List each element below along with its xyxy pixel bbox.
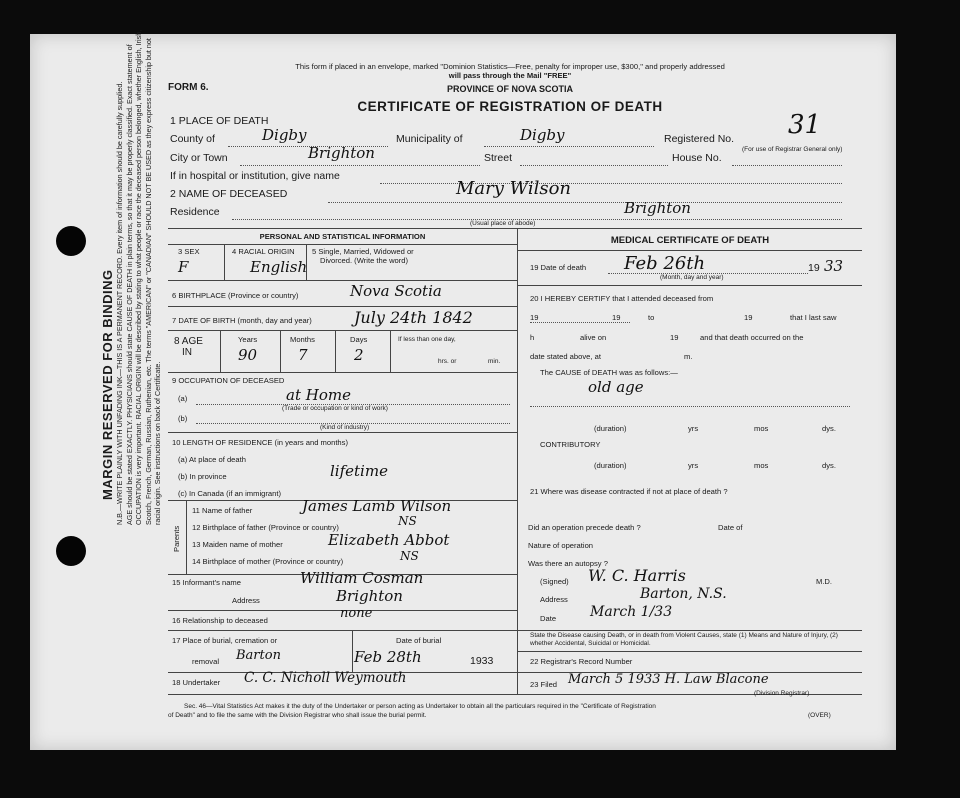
yrs-2: yrs [688, 461, 699, 470]
grid-line [168, 244, 517, 245]
birthplace-label: 6 BIRTHPLACE (Province or country) [172, 291, 299, 300]
registered-sub: (For use of Registrar General only) [742, 146, 843, 153]
grid-line [168, 372, 517, 373]
informant-value: William Cosman [300, 569, 424, 587]
mother-bp-label: 14 Birthplace of mother (Province or country) [192, 557, 344, 566]
age-in-label: IN [182, 347, 192, 358]
sec46-text: Sec. 46—Vital Statistics Act makes it the duty of the Undertaker or person acting as Undertaker to obtain all the particulars required in the "Certificate of Registration [184, 703, 656, 710]
certify-19a-year: 19 [612, 313, 621, 322]
burial-date-label: Date of burial [396, 636, 442, 645]
date-above-m: m. [684, 352, 693, 361]
grid-line [168, 432, 517, 433]
sig-date-value: March 1/33 [590, 604, 673, 620]
signed-label: (Signed) [540, 577, 569, 586]
city-label: City or Town [170, 152, 228, 164]
deceased-name-line [328, 202, 842, 203]
occupation-label: 9 OCCUPATION OF DECEASED [172, 376, 285, 385]
medical-heading: MEDICAL CERTIFICATE OF DEATH [610, 235, 770, 246]
parents-label: Parents [172, 525, 181, 552]
grid-line [335, 330, 336, 372]
page-title: CERTIFICATE OF REGISTRATION OF DEATH [357, 99, 663, 114]
date-above: date stated above, at [530, 352, 601, 361]
sig-date-label: Date [540, 614, 557, 623]
dys-1: dys. [822, 424, 836, 433]
birthplace-value: Nova Scotia [350, 282, 442, 300]
grid-line [517, 250, 862, 251]
dys-2: dys. [822, 461, 836, 470]
sec46-text-2: of Death" and to file the same with the Division Registrar who shall issue the burial permit. [168, 712, 427, 719]
md-label: M.D. [816, 577, 833, 586]
date-of-death-sub: (Month, day and year) [660, 274, 724, 281]
days-value: 2 [354, 346, 364, 364]
province-title: PROVINCE OF NOVA SCOTIA [446, 84, 573, 94]
dob-value: July 24th 1842 [354, 308, 473, 327]
relationship-label: 16 Relationship to deceased [172, 616, 268, 625]
father-label: 11 Name of father [192, 506, 253, 515]
date-of-death-value: Feb 26th [624, 253, 706, 274]
days-label: Days [350, 335, 368, 344]
registered-no-value: 31 [788, 110, 822, 140]
res-a: (a) At place of death [178, 455, 246, 464]
signed-value: W. C. Harris [588, 566, 686, 585]
yrs-1: yrs [688, 424, 699, 433]
burial-label-1: 17 Place of burial, cremation or [172, 636, 278, 645]
burial-label-2: removal [192, 657, 220, 666]
informant-label: 15 Informant's name [172, 578, 241, 587]
binder-hole-bottom [56, 536, 86, 566]
certify-last: that I last saw [790, 313, 837, 322]
burial-date-value: Feb 28th [354, 648, 422, 666]
certify-label: 20 I HEREBY CERTIFY that I attended deceased from [530, 294, 714, 303]
mother-label: 13 Maiden name of mother [192, 540, 283, 549]
cause-line-1 [530, 406, 850, 407]
mother-bp-value: NS [400, 549, 419, 563]
instructions-text: N.B.—WRITE PLAINLY WITH UNFADING INK—THIS IS A PERMANENT RECORD. Every item of information should be carefully supplied. AGE should be stated EXACTLY. PHYSICIANS should state CAUSE OF DEATH in plain terms, so that it may be properly classified. Exact statement of OCCUPATION is very important. RACIAL ORIGIN will be described by stating to what people or race the deceased person belonged, whether English, Irish, Scotch, French, German, Russian, Ruthenian, etc. The terms "AMERICAN" or "CANADIAN" SHOULD NOT BE USED as they express citizenship but not racial origin. See instructions on back of Certificate. [115, 29, 162, 525]
alive-h: h [530, 333, 535, 342]
doctor-address-label: Address [540, 595, 568, 604]
relationship-value: none [340, 606, 373, 621]
grid-line [280, 330, 281, 372]
grid-line [168, 280, 517, 281]
municipality-line [484, 146, 654, 147]
disease-note: State the Disease causing Death, or in death from Violent Causes, state (1) Means and Nature of Injury, (2) whether Accidental, Suicidal or Homicidal. [530, 632, 838, 647]
registered-label: Registered No. [664, 133, 735, 145]
hospital-line [380, 183, 842, 184]
years-label: Years [238, 335, 258, 344]
city-line [240, 165, 480, 166]
mos-2: mos [754, 461, 769, 470]
residence-sub: (Usual place of abode) [470, 220, 536, 227]
grid-line [390, 330, 391, 372]
grid-line [224, 244, 225, 280]
operation-label: Did an operation precede death ? [528, 523, 641, 532]
alive-19: 19 [670, 333, 679, 342]
filed-value: March 5 1933 H. Law Blacone [568, 672, 769, 687]
res-c: (c) In Canada (if an immigrant) [178, 489, 281, 498]
grid-line [517, 651, 862, 652]
marital-label-2: Divorced. (Write the word) [320, 256, 409, 265]
informant-address-label: Address [232, 596, 260, 605]
binder-hole-top [56, 226, 86, 256]
deceased-name-value: Mary Wilson [456, 178, 572, 199]
informant-address-value: Brighton [336, 587, 403, 605]
contributory-label: CONTRIBUTORY [540, 440, 601, 449]
father-bp-label: 12 Birthplace of father (Province or country) [192, 523, 339, 532]
racial-value: English [250, 258, 308, 276]
municipality-label: Municipality of [396, 133, 463, 145]
occ-a: (a) [178, 394, 188, 403]
grid-line [186, 500, 187, 574]
form-number: FORM 6. [168, 82, 209, 93]
alive-rest: and that death occurred on the [700, 333, 804, 342]
sex-value: F [178, 258, 189, 276]
residence-value: Brighton [624, 199, 691, 217]
grid-line [220, 330, 221, 372]
hospital-label: If in hospital or institution, give name [170, 170, 340, 182]
city-value: Brighton [308, 144, 375, 162]
personal-heading: PERSONAL AND STATISTICAL INFORMATION [259, 232, 426, 241]
undertaker-value: C. C. Nicholl Weymouth [244, 670, 407, 686]
certify-to: to [648, 313, 655, 322]
certify-19b: 19 [744, 313, 753, 322]
occ-b: (b) [178, 414, 188, 423]
occ-sub: (Trade or occupation or kind of work) [282, 405, 388, 412]
death-year-prefix: 19 [808, 262, 820, 274]
mail-notice: This form if placed in an envelope, marked "Dominion Statistics—Free, penalty for improper use, $300," and properly addressed [295, 62, 725, 71]
date-of-label: Date of [718, 523, 743, 532]
mail-notice-2: will pass through the Mail "FREE" [448, 71, 572, 80]
father-bp-value: NS [398, 514, 417, 528]
street-label: Street [484, 152, 513, 164]
residence-length-label: 10 LENGTH OF RESIDENCE (in years and months) [172, 438, 348, 447]
father-value: James Lamb Wilson [302, 497, 452, 515]
certify-19a: 19 [530, 313, 539, 322]
county-value: Digby [262, 126, 307, 144]
mother-value: Elizabeth Abbot [328, 531, 450, 549]
grid-top [168, 228, 862, 229]
res-b: (b) In province [178, 472, 227, 481]
nature-label: Nature of operation [528, 541, 594, 550]
undertaker-label: 18 Undertaker [172, 678, 221, 687]
over-label: (OVER) [808, 712, 831, 719]
residence-label: Residence [170, 206, 220, 218]
municipality-value: Digby [520, 126, 565, 144]
sex-label: 3 SEX [178, 247, 200, 256]
age-label: 8 AGE [174, 336, 203, 347]
mos-1: mos [754, 424, 769, 433]
res-b-value: lifetime [330, 462, 388, 480]
occ-b-sub: (Kind of industry) [320, 424, 370, 431]
record-number-label: 22 Registrar's Record Number [530, 657, 633, 666]
column-divider [517, 228, 518, 694]
months-value: 7 [298, 346, 308, 364]
min-label: min. [488, 358, 501, 365]
street-line [520, 165, 668, 166]
cause-value: old age [588, 378, 644, 396]
burial-place-value: Barton [236, 648, 281, 663]
burial-year-value: 1933 [470, 655, 494, 667]
months-label: Months [290, 335, 315, 344]
racial-label: 4 RACIAL ORIGIN [232, 247, 295, 256]
alive-on: alive on [580, 333, 607, 342]
duration-1: (duration) [594, 424, 627, 433]
filed-label: 23 Filed [530, 680, 558, 689]
cause-label: The CAUSE of DEATH was as follows:— [540, 368, 678, 377]
house-label: House No. [672, 152, 722, 164]
place-of-death-heading: 1 PLACE OF DEATH [170, 115, 269, 127]
doctor-address-value: Barton, N.S. [640, 586, 727, 602]
certify-from-line [530, 322, 630, 323]
deceased-name-label: 2 NAME OF DECEASED [170, 188, 288, 200]
marital-label-1: 5 Single, Married, Widowed or [312, 247, 414, 256]
less-day-label: If less than one day, [398, 336, 456, 343]
house-line [732, 165, 842, 166]
occupation-value: at Home [286, 386, 351, 404]
margin-reserved-label: MARGIN RESERVED FOR BINDING [100, 269, 115, 500]
duration-2: (duration) [594, 461, 627, 470]
date-of-death-label: 19 Date of death [530, 263, 587, 272]
hrs-label: hrs. or [438, 358, 457, 365]
years-value: 90 [238, 346, 258, 364]
dob-label: 7 DATE OF BIRTH (month, day and year) [172, 316, 312, 325]
county-label: County of [170, 133, 215, 145]
grid-line [517, 285, 862, 286]
death-year-value: 33 [824, 257, 844, 275]
grid-line [168, 630, 862, 631]
grid-line [352, 630, 353, 672]
q21-label: 21 Where was disease contracted if not at place of death ? [530, 487, 728, 496]
filed-sub: (Division Registrar) [754, 690, 810, 697]
autopsy-label: Was there an autopsy ? [528, 559, 608, 568]
residence-line [232, 219, 842, 220]
grid-line [168, 306, 517, 307]
